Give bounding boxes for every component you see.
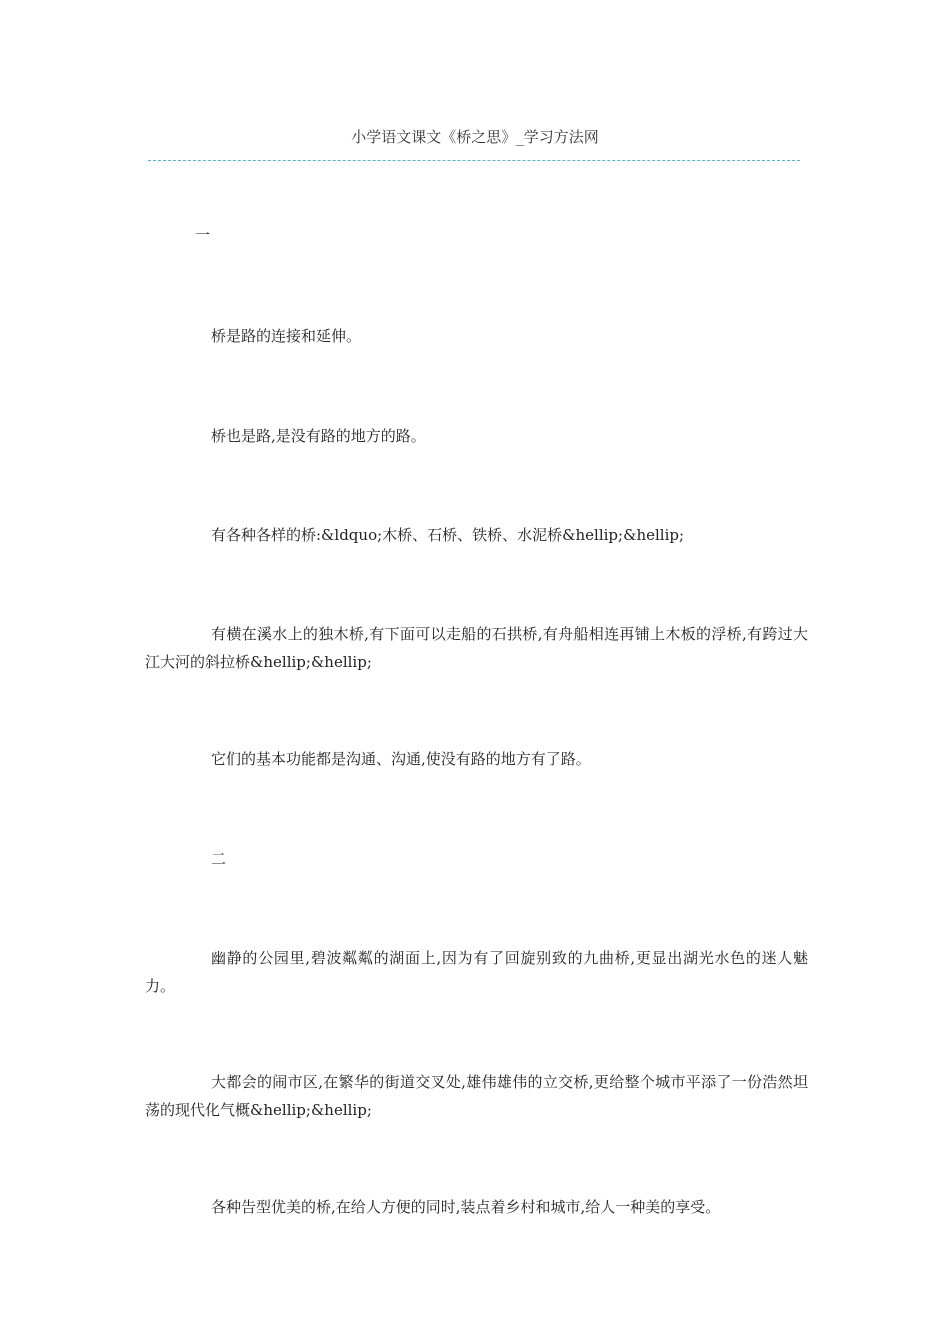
- paragraph: 大都会的闹市区,在繁华的街道交叉处,雄伟雄伟的立交桥,更给整个城市平添了一份浩然坦荡的现代化气概&hellip;&hellip;: [145, 1073, 808, 1119]
- paragraph: 桥是路的连接和延伸。: [211, 327, 362, 345]
- section-number-2: 二: [211, 850, 227, 868]
- section-number-1: 一: [195, 226, 211, 244]
- paragraph: 桥也是路,是没有路的地方的路。: [211, 427, 426, 445]
- paragraph: 有横在溪水上的独木桥,有下面可以走船的石拱桥,有舟船相连再铺上木板的浮桥,有跨过大江大河的斜拉桥&hellip;&hellip;: [145, 625, 808, 671]
- page-title: 小学语文课文《桥之思》_学习方法网: [351, 128, 599, 146]
- header-divider: [148, 160, 800, 161]
- paragraph: 各种告型优美的桥,在给人方便的同时,装点着乡村和城市,给人一种美的享受。: [211, 1198, 721, 1216]
- paragraph: 幽静的公园里,碧波粼粼的湖面上,因为有了回旋别致的九曲桥,更显出湖光水色的迷人魅力。: [145, 949, 808, 995]
- paragraph: 它们的基本功能都是沟通、沟通,使没有路的地方有了路。: [211, 750, 591, 768]
- paragraph: 有各种各样的桥:&ldquo;木桥、石桥、铁桥、水泥桥&hellip;&hellip;: [211, 526, 685, 544]
